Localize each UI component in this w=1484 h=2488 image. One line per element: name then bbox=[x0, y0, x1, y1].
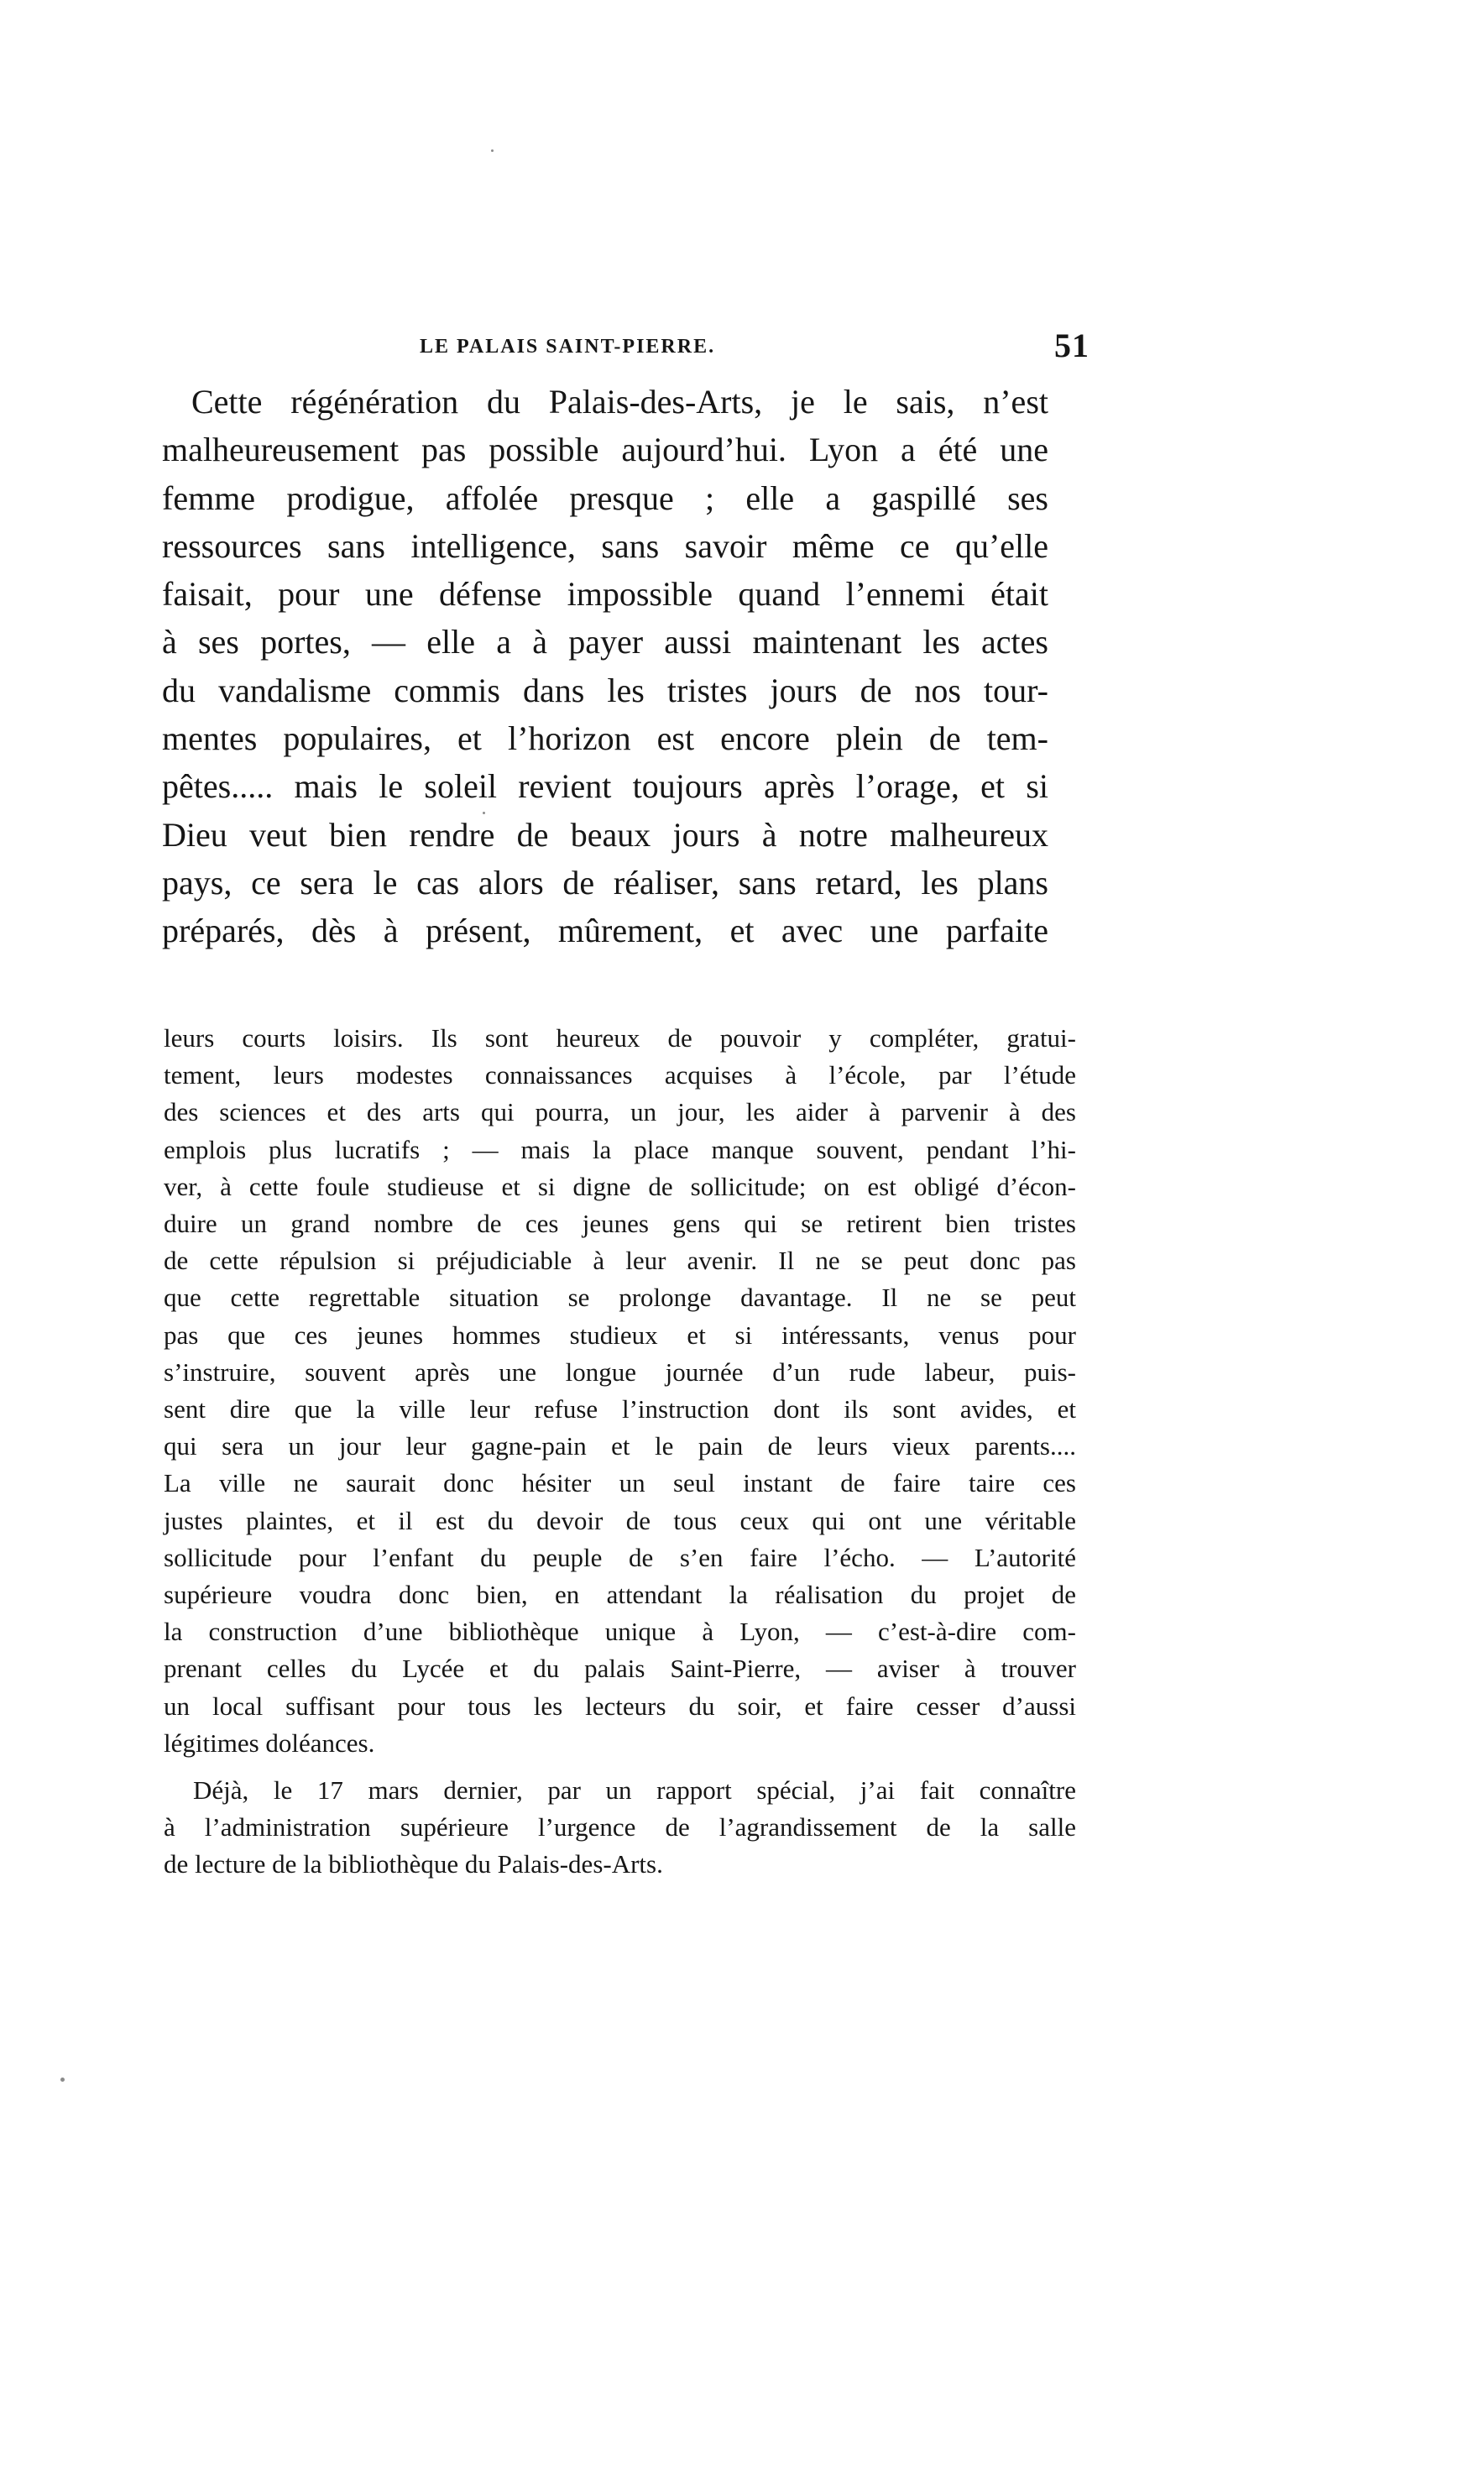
footnote-line: que cette regrettable situation se prolonge davantage. Il ne se peut bbox=[164, 1283, 1076, 1313]
main-text-line: mentes populaires, et l’horizon est encore plein de tem- bbox=[162, 719, 1048, 758]
main-text-line: Cette régénération du Palais-des-Arts, je le sais, n’est bbox=[191, 383, 1048, 421]
footnote-line: à l’administration supérieure l’urgence de l’agrandissement de la salle bbox=[164, 1812, 1076, 1842]
footnote-line: La ville ne saurait donc hésiter un seul instant de faire taire ces bbox=[164, 1468, 1076, 1498]
footnote-line: la construction d’une bibliothèque unique à Lyon, — c’est-à-dire com- bbox=[164, 1617, 1076, 1647]
main-text-line: du vandalisme commis dans les tristes jours de nos tour- bbox=[162, 671, 1048, 709]
main-text-line: faisait, pour une défense impossible quand l’ennemi était bbox=[162, 575, 1048, 614]
main-text-line: malheureusement pas possible aujourd’hui. Lyon a été une bbox=[162, 431, 1048, 469]
main-text-line: Dieu veut bien rendre de beaux jours à notre malheureux bbox=[162, 815, 1048, 854]
main-text-line: à ses portes, — elle a à payer aussi maintenant les actes bbox=[162, 623, 1048, 661]
main-paragraph bbox=[162, 378, 1048, 955]
footnote-line: pas que ces jeunes hommes studieux et si intéressants, venus pour bbox=[164, 1320, 1076, 1350]
footnote-line: s’instruire, souvent après une longue journée d’un rude labeur, puis- bbox=[164, 1356, 1076, 1387]
footnote-line: supérieure voudra donc bien, en attendant la réalisation du projet de bbox=[164, 1580, 1076, 1610]
footnote-line: leurs courts loisirs. Ils sont heureux de pouvoir y compléter, gratui- bbox=[164, 1023, 1076, 1053]
main-text-line: femme prodigue, affolée presque ; elle a gaspillé ses bbox=[162, 478, 1048, 517]
footnote-block bbox=[164, 1020, 1076, 1884]
footnote-line: Déjà, le 17 mars dernier, par un rapport spécial, j’ai fait connaître bbox=[193, 1775, 1076, 1806]
footnote-line: un local suffisant pour tous les lecteurs du soir, et faire cesser d’aussi bbox=[164, 1691, 1076, 1721]
footnote-line: prenant celles du Lycée et du palais Saint-Pierre, — aviser à trouver bbox=[164, 1654, 1076, 1684]
page-number: 51 bbox=[1054, 327, 1089, 364]
main-text-line: ressources sans intelligence, sans savoir même ce qu’elle bbox=[162, 526, 1048, 565]
footnote-line: sent dire que la ville leur refuse l’instruction dont ils sont avides, et bbox=[164, 1394, 1076, 1424]
footnote-line: qui sera un jour leur gagne-pain et le pain de leurs vieux parents.... bbox=[164, 1431, 1076, 1461]
running-head: LE PALAIS SAINT-PIERRE. bbox=[420, 336, 716, 358]
footnote-line: ver, à cette foule studieuse et si digne de sollicitude; on est obligé d’écon- bbox=[164, 1171, 1076, 1201]
footnote-line: légitimes doléances. bbox=[164, 1727, 375, 1758]
footnote-line: emplois plus lucratifs ; — mais la place manque souvent, pendant l’hi- bbox=[164, 1134, 1076, 1164]
scan-speck bbox=[491, 149, 494, 152]
main-text-line: pêtes..... mais le soleil revient toujours après l’orage, et si bbox=[162, 767, 1048, 806]
scan-speck bbox=[483, 812, 485, 814]
paragraph-spacer bbox=[164, 1762, 1076, 1772]
footnote-line: tement, leurs modestes connaissances acquises à l’école, par l’étude bbox=[164, 1060, 1076, 1090]
footnote-line: sollicitude pour l’enfant du peuple de s’en faire l’écho. — L’autorité bbox=[164, 1542, 1076, 1572]
main-text-line: préparés, dès à présent, mûrement, et avec une parfaite bbox=[162, 912, 1048, 950]
footnote-line: de cette répulsion si préjudiciable à leur avenir. Il ne se peut donc pas bbox=[164, 1246, 1076, 1276]
footnote-line: de lecture de la bibliothèque du Palais-des-Arts. bbox=[164, 1849, 663, 1879]
footnote-line: duire un grand nombre de ces jeunes gens qui se retirent bien tristes bbox=[164, 1209, 1076, 1239]
footnote-line: des sciences et des arts qui pourra, un jour, les aider à parvenir à des bbox=[164, 1097, 1076, 1127]
main-text-line: pays, ce sera le cas alors de réaliser, sans retard, les plans bbox=[162, 863, 1048, 902]
scan-speck bbox=[60, 2078, 65, 2082]
footnote-line: justes plaintes, et il est du devoir de tous ceux qui ont une véritable bbox=[164, 1505, 1076, 1535]
